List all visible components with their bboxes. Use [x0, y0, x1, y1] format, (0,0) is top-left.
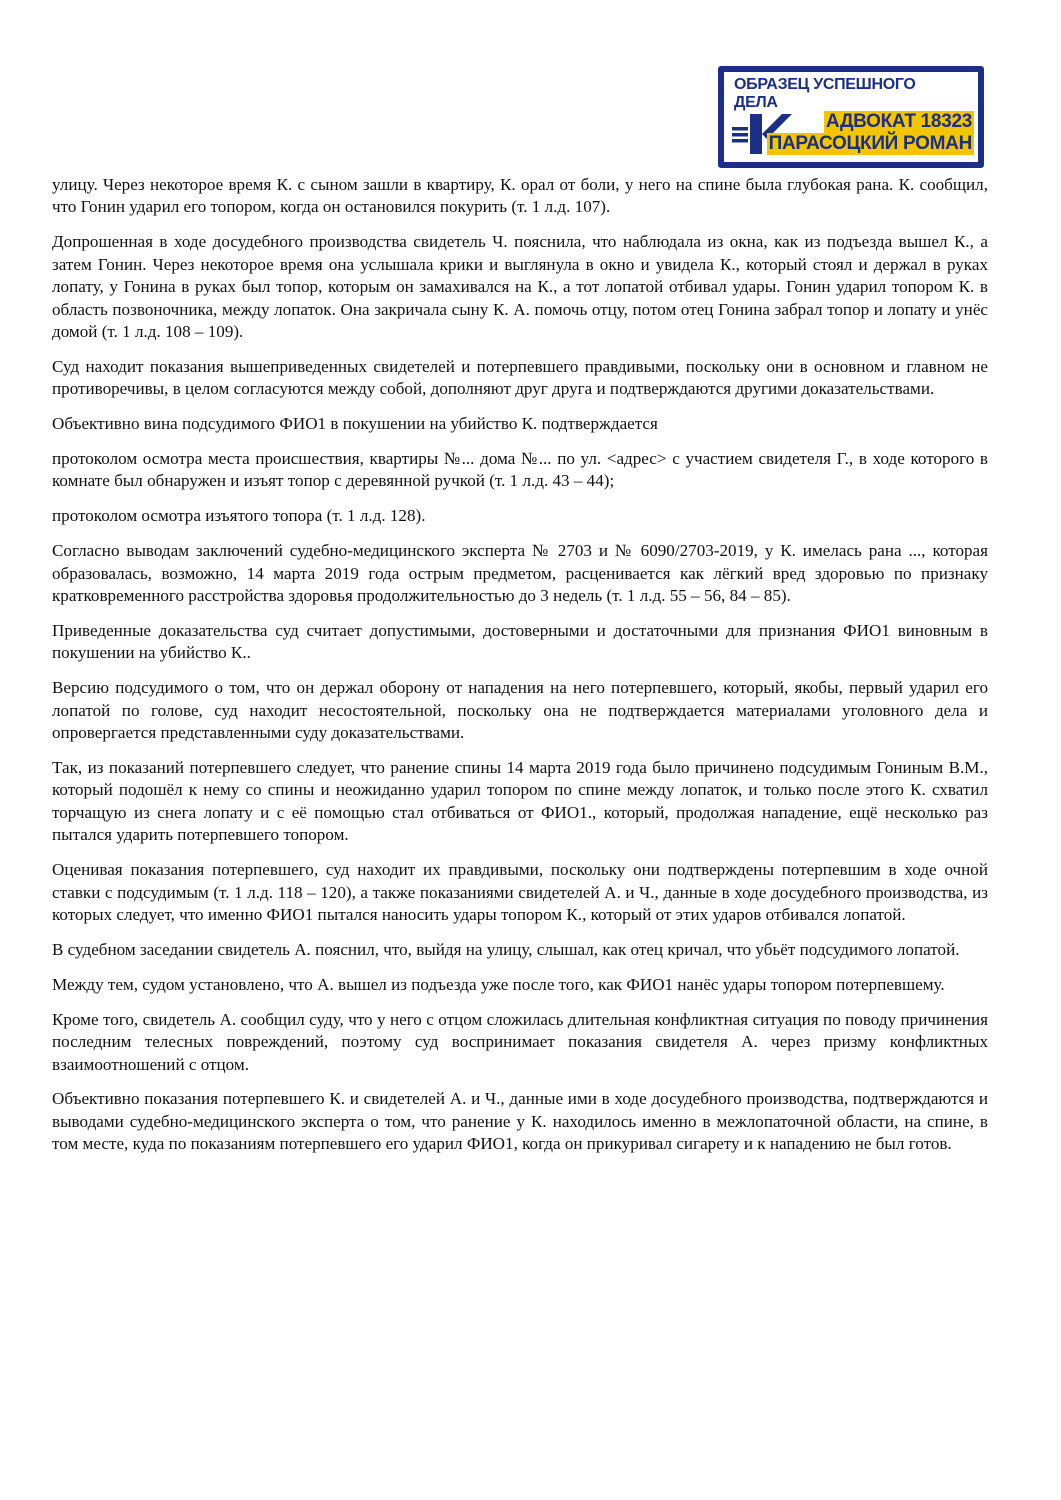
paragraph: улицу. Через некоторое время К. с сыном зашли в квартиру, К. орал от боли, у него на спине была глубокая рана. К. сообщил, что Гонин ударил его топором, когда он остановился покурить (т. 1 л.д. 107).: [52, 175, 988, 217]
law-firm-stamp: [718, 66, 984, 168]
stamp-title-line1: ОБРАЗЕЦ УСПЕШНОГО: [734, 76, 916, 93]
paragraph: Согласно выводам заключений судебно-медицинского эксперта № 2703 и № 6090/2703-2019, у К. имелась рана ..., которая образовалась, возможно, 14 марта 2019 года острым предметом, расценивается как лёгкий вред здоровью по признаку кратковременного расстройства здоровья продолжительностью до 3 недель (т. 1 л.д. 55 – 56, 84 – 85).: [52, 541, 988, 606]
paragraph: протоколом осмотра места происшествия, квартиры №... дома №... по ул. <адрес> с участием свидетеля Г., в ходе которого в комнате был обнаружен и изъят топор с деревянной ручкой (т. 1 л.д. 43 – 44);: [52, 449, 988, 491]
paragraph: Суд находит показания вышеприведенных свидетелей и потерпевшего правдивыми, поскольку они в основном и главном не противоречивы, в целом согласуются между собой, дополняют друг друга и подтверждаются другими доказательствами.: [52, 356, 988, 399]
paragraph: Кроме того, свидетель А. сообщил суду, что у него с отцом сложилась длительная конфликтная ситуация по поводу причинения последним телесных повреждений, поэтому суд воспринимает показания свидетеля А. через призму конфликтных взаимоотношений с отцом.: [52, 1009, 988, 1074]
paragraph: Приведенные доказательства суд считает допустимыми, достоверными и достаточными для признания ФИО1 виновным в покушении на убийство К..: [52, 621, 988, 663]
paragraph: Объективно вина подсудимого ФИО1 в покушении на убийство К. подтверждается: [52, 414, 658, 434]
stamp-title-line2: ДЕЛА: [734, 94, 778, 111]
paragraph: Оценивая показания потерпевшего, суд находит их правдивыми, поскольку они подтверждены потерпевшим в ходе очной ставки с подсудимым (т. 1 л.д. 118 – 120), а также показаниями свидетелей А. и Ч., данные в ходе досудебного производства, из которых следует, что именно ФИО1 пытался наносить удары топором К., который от этих ударов отбивался лопатой.: [52, 860, 988, 924]
paragraph: Так, из показаний потерпевшего следует, что ранение спины 14 марта 2019 года было причинено подсудимым Гониным В.М., который подошёл к нему со спины и неожиданно ударил топором по спине между лопаток, и только после этого К. схватил торчащую из снега лопату и с её помощью стал отбиваться от ФИО1., который, продолжая нападение, ещё несколько раз пытался ударить потерпевшего топором.: [52, 758, 988, 845]
paragraph: Допрошенная в ходе досудебного производства свидетель Ч. пояснила, что наблюдала из окна, как из подъезда вышел К., а затем Гонин. Через некоторое время она услышала крики и выглянула в окно и увидела К., который стоял и держал в руках лопату, у Гонина в руках был топор, которым он замахивался на К., а тот лопатой отбивал удары. Гонин ударил топором К. в область позвоночника, между лопаток. Она закричала сыну К. А. помочь отцу, потом отец Гонина забрал топор и лопату и унёс домой (т. 1 л.д. 108 – 109).: [52, 232, 988, 341]
paragraph: Версию подсудимого о том, что он держал оборону от нападения на него потерпевшего, который, якобы, первый ударил его лопатой по голове, суд находит несостоятельной, поскольку она не подтверждается материалами уголовного дела и опровергается представленными суду доказательствами.: [52, 678, 988, 743]
paragraph: Между тем, судом установлено, что А. вышел из подъезда уже после того, как ФИО1 нанёс удары топором потерпевшему.: [52, 974, 945, 994]
paragraph: В судебном заседании свидетель А. пояснил, что, выйдя на улицу, слышал, как отец кричал, что убьёт подсудимого лопатой.: [52, 939, 960, 959]
stamp-advocate-id: АДВОКАТ 18323: [825, 111, 972, 132]
paragraph: Объективно показания потерпевшего К. и свидетелей А. и Ч., данные ими в ходе досудебного производства, подтверждаются и выводами судебно-медицинского эксперта о том, что ранение у К. находилось именно в межлопаточной области, на спине, в том месте, куда по показаниям потерпевшего его ударил ФИО1, когда он прикуривал сигарету и к нападению не был готов.: [52, 1089, 988, 1154]
stamp-advocate-name: ПАРАСОЦКИЙ РОМАН: [768, 133, 972, 154]
document-body: [52, 174, 988, 1168]
paragraph: протоколом осмотра изъятого топора (т. 1 л.д. 128).: [52, 506, 426, 526]
